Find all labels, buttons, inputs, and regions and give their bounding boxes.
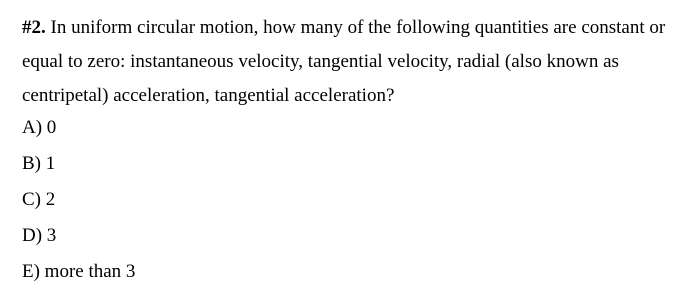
question-text: [22, 11, 692, 113]
answer-choices: [22, 111, 135, 289]
choice-c: C) 2: [22, 189, 56, 210]
choice-b: B) 1: [22, 153, 56, 174]
choice-a: A) 0: [22, 117, 57, 138]
question-body: In uniform circular motion, how many of the following quantities are constant or equal to zero: instantaneous velocity, tangential velocity, radial (also known as centripetal) acceleration, tangential acceleration?: [22, 17, 666, 106]
question-number: #2.: [22, 17, 46, 38]
choice-e: E) more than 3: [22, 261, 136, 282]
choice-d: D) 3: [22, 225, 57, 246]
